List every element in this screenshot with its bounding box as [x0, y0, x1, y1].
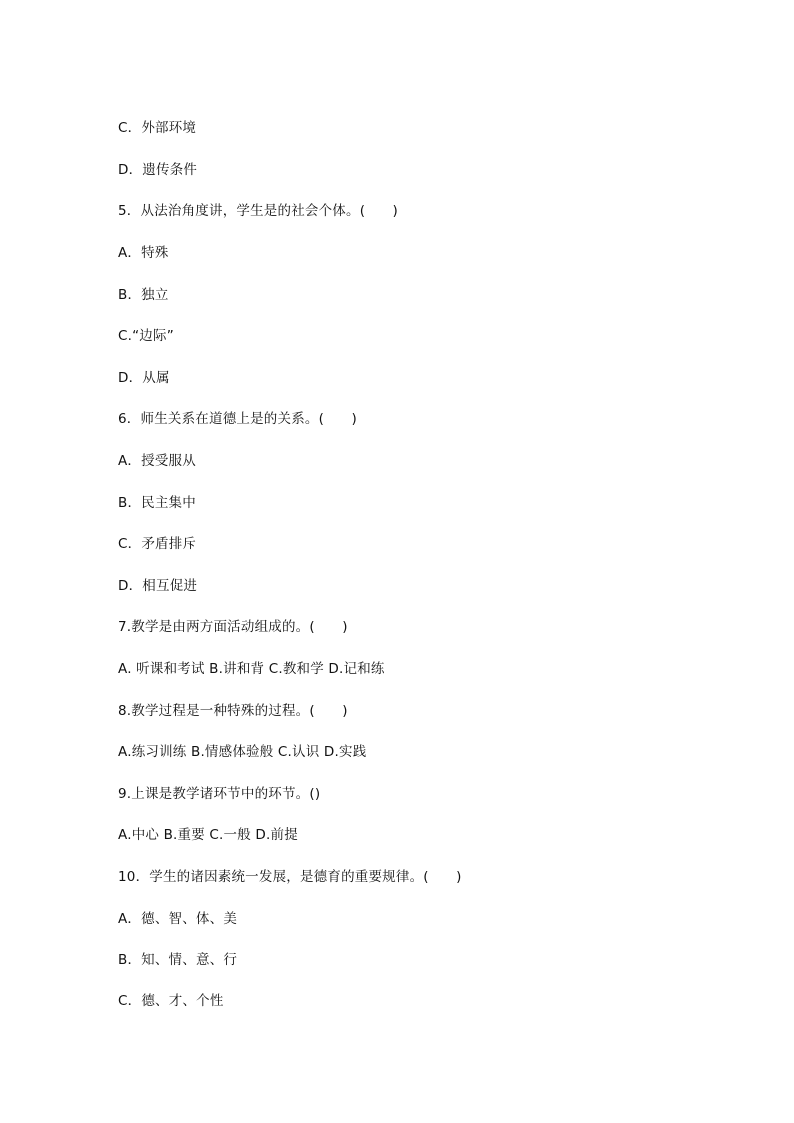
q5-option-c: C.“边际”: [118, 328, 174, 344]
question-7: 7.教学是由两方面活动组成的。( ): [118, 619, 348, 635]
q9-options: A.中心 B.重要 C.一般 D.前提: [118, 827, 298, 843]
q6-option-a: A．授受服从: [118, 453, 196, 469]
q5-option-a: A．特殊: [118, 245, 169, 261]
option-d-genetic-conditions: D．遗传条件: [118, 162, 198, 178]
q6-option-d: D．相互促进: [118, 578, 198, 594]
question-10: 10．学生的诸因素统一发展，是德育的重要规律。( ): [118, 869, 462, 885]
option-c-external-environment: C．外部环境: [118, 120, 197, 136]
q10-option-a: A．德、智、体、美: [118, 911, 238, 927]
question-8: 8.教学过程是一种特殊的过程。( ): [118, 703, 348, 719]
question-6: 6．师生关系在道德上是的关系。( ): [118, 411, 357, 427]
q7-options: A. 听课和考试 B.讲和背 C.教和学 D.记和练: [118, 661, 385, 677]
q5-option-d: D．从属: [118, 370, 170, 386]
q6-option-b: B．民主集中: [118, 495, 196, 511]
q6-option-c: C．矛盾排斥: [118, 536, 197, 552]
question-5: 5．从法治角度讲，学生是的社会个体。( ): [118, 203, 399, 219]
question-9: 9.上课是教学诸环节中的环节。(): [118, 786, 321, 802]
q10-option-b: B．知、情、意、行: [118, 952, 238, 968]
q10-option-c: C．德、才、个性: [118, 993, 224, 1009]
q8-options: A.练习训练 B.情感体验般 C.认识 D.实践: [118, 744, 367, 760]
q5-option-b: B．独立: [118, 287, 169, 303]
